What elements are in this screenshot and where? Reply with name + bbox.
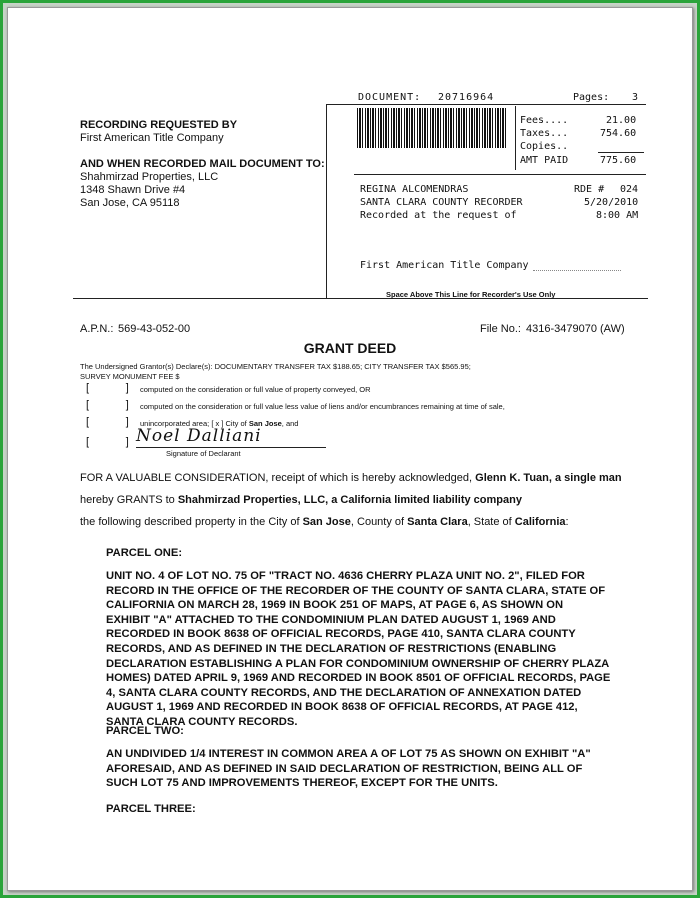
fees-amount: 21.00 [606,115,637,126]
signature-label: Signature of Declarant [166,449,241,458]
check3-pre: unincorporated area; [140,419,210,428]
parcel-one-line: CALIFORNIA ON MARCH 28, 1969 IN BOOK 251 OF MAPS, AT PAGE 6, AS SHOWN ON [106,599,564,612]
requester-name: First American Title Company [360,260,529,271]
tax-declaration: The Undersigned Grantor(s) Declare(s): DOCUMENTARY TRANSFER TAX $188.65; CITY TRANSFER TAX $565.95; [80,362,471,371]
parcel-one-description [106,569,610,730]
rde-number: 024 [620,184,639,195]
consideration-text: FOR A VALUABLE CONSIDERATION, receipt of which is hereby acknowledged, [80,472,473,484]
parcel-three-heading: PARCEL THREE: [106,803,196,815]
recorder-name: REGINA ALCOMENDRAS [360,184,469,195]
fees-divider [515,106,516,170]
state-label: , State of [467,516,512,528]
parcel-two-heading: PARCEL TWO: [106,725,184,737]
check-text-1: computed on the consideration or full value of property conveyed, OR [140,385,371,394]
parcel-one-line: DECLARATION ESTABLISHING A PLAN FOR CONDOMINIUM OWNERSHIP OF CHERRY PLAZA [106,657,610,670]
parcel-one-heading: PARCEL ONE: [106,547,183,559]
check3-post: , and [281,419,299,428]
mail-to-city: San Jose, CA 95118 [80,197,180,209]
document-label: DOCUMENT: [358,92,422,103]
amt-paid-amount: 775.60 [600,155,637,166]
barcode-image [357,108,507,148]
fees-label: Fees.... [520,115,569,126]
file-no-label: File No.: [480,323,521,335]
document-title: GRANT DEED [303,340,397,356]
pages-count: 3 [632,92,639,103]
stamp-smudge [533,270,621,281]
property-text: the following described property in the City of [80,516,300,528]
parcel-two-line: SUCH LOT 75 AND IMPROVEMENTS THEREOF, EXCEPT FOR THE UNITS. [106,777,498,790]
check-box-3: [ ] [86,416,129,428]
check-box-4: [ ] [86,436,129,448]
declarant-signature: Noel Dalliani [136,426,262,446]
check-box-2: [ ] [86,399,129,411]
record-time: 8:00 AM [596,210,639,221]
grantor-name: Glenn K. Tuan, a single man [475,472,622,484]
grants-text: hereby GRANTS to [80,494,175,506]
record-date: 5/20/2010 [584,197,639,208]
apn-label: A.P.N.: [80,323,114,335]
parcel-one-line: SANTA CLARA COUNTY RECORDS. [106,715,298,728]
property-state: California [514,516,566,528]
check3-city-label: City of [225,419,247,428]
property-county: Santa Clara [407,516,468,528]
taxes-amount: 754.60 [600,128,637,139]
document-page [7,7,693,891]
parcel-two-description [106,747,591,791]
parcel-one-line: RECORDED IN BOOK 8638 OF OFFICIAL RECORDS, PAGE 410, SANTA CLARA COUNTY [106,628,576,641]
recorded-request-text: Recorded at the request of [360,210,517,221]
parcel-one-line: RECORD IN THE OFFICE OF THE RECORDER OF THE COUNTY OF SANTA CLARA, STATE OF [106,584,606,597]
mail-to-name: Shahmirzad Properties, LLC [80,171,219,183]
amt-paid-label: AMT PAID [520,155,569,166]
parcel-two-line: AN UNDIVIDED 1/4 INTEREST IN COMMON AREA A OF LOT 75 AS SHOWN ON EXHIBIT "A" [106,748,591,760]
grants-line [80,494,522,506]
apn-value: 569-43-052-00 [118,323,191,335]
grantee-name: Shahmirzad Properties, LLC, a California limited liability company [177,494,522,506]
state-suffix: : [565,516,569,528]
parcel-two-line: AFORESAID, AND AS DEFINED IN SAID DECLARATION OF RESTRICTION, BEING ALL OF [106,762,583,775]
survey-fee: SURVEY MONUMENT FEE $ [80,372,180,381]
document-frame [3,3,697,895]
copies-label: Copies.. [520,141,569,152]
property-city: San Jose [302,516,351,528]
stamp-divider-top [326,104,646,105]
consideration-line [80,472,622,484]
recorder-title: SANTA CLARA COUNTY RECORDER [360,197,523,208]
copies-underline [598,152,644,153]
pages-label: Pages: [573,92,610,103]
recording-requested-by: First American Title Company [80,132,224,144]
city-checkmark: [ x ] [211,419,224,428]
document-number: 20716964 [438,92,495,103]
parcel-one-line: 4, SANTA CLARA COUNTY RECORDS, AND THE DECLARATION OF ANNEXATION DATED [106,686,582,699]
stamp-mid-line [354,174,646,175]
stamp-divider-vertical [326,104,327,298]
mail-to-street: 1348 Shawn Drive #4 [80,184,186,196]
parcel-one-line: AUGUST 1, 1969 AND RECORDED IN BOOK 8638 OF OFFICIAL RECORDS, AT PAGE 412, [106,701,578,714]
parcel-one-line: UNIT NO. 4 OF LOT NO. 75 OF "TRACT NO. 4636 CHERRY PLAZA UNIT NO. 2", FILED FOR [106,570,585,582]
check3-city-name: San Jose [248,419,282,428]
rde-label: RDE # [574,184,605,195]
parcel-one-line: RECORDS, AND AS DEFINED IN THE DECLARATION OF RESTRICTIONS (ENABLING [106,642,557,655]
property-line [80,516,569,528]
county-label: , County of [350,516,405,528]
space-above-note: Space Above This Line for Recorder's Use Only [386,290,556,299]
mail-to-label: AND WHEN RECORDED MAIL DOCUMENT TO: [80,158,325,170]
recorder-space-line [73,298,648,299]
recording-requested-label: RECORDING REQUESTED BY [80,119,238,131]
check-text-2: computed on the consideration or full value less value of liens and/or encumbrances remaining at time of sale, [140,402,505,411]
file-no-value: 4316-3479070 (AW) [526,323,625,335]
check-box-1: [ ] [86,382,129,394]
parcel-one-line: HOMES) DATED APRIL 9, 1969 AND RECORDED IN BOOK 8501 OF OFFICIAL RECORDS, PAGE [106,672,611,685]
parcel-one-line: EXHIBIT "A" ATTACHED TO THE CONDOMINIUM PLAN DATED AUGUST 1, 1969 AND [106,613,556,626]
signature-line [136,447,326,448]
taxes-label: Taxes... [520,128,569,139]
